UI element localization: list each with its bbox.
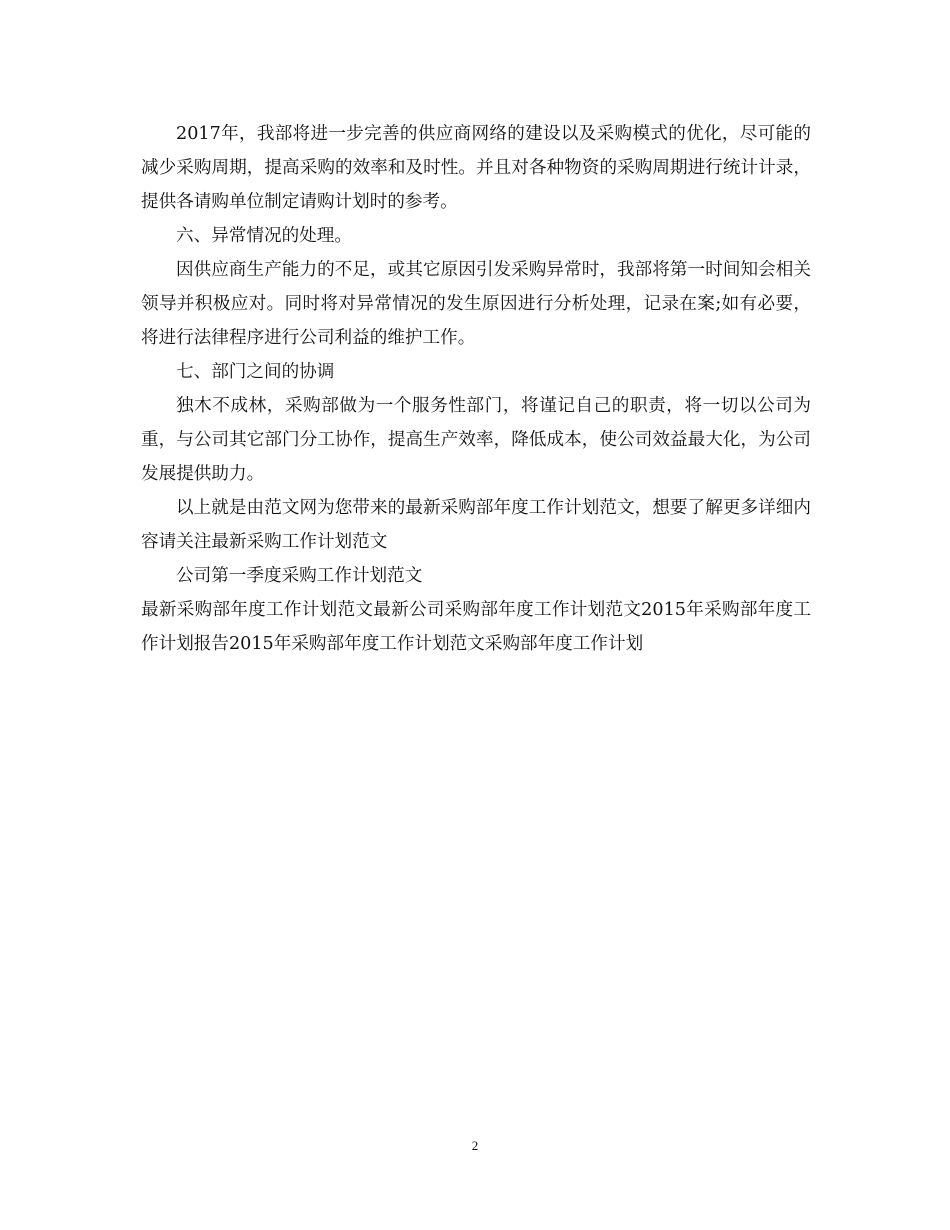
paragraph-exception-handling: 因供应商生产能力的不足，或其它原因引发采购异常时，我部将第一时间知会相关领导并积极应对。同时将对异常情况的发生原因进行分析处理，记录在案;如有必要，将进行法律程序进行公司利益的维护工作。	[141, 260, 811, 348]
paragraph-procurement-cycle: 2017年，我部将进一步完善的供应商网络的建设以及采购模式的优化，尽可能的减少采购周期，提高采购的效率和及时性。并且对各种物资的采购周期进行统计计录，提供各请购单位制定请购计划时的参考。	[141, 124, 811, 212]
paragraph-coordination: 独木不成林，采购部做为一个服务性部门，将谨记自己的职责，将一切以公司为重，与公司其它部门分工协作，提高生产效率，降低成本，使公司效益最大化，为公司发展提供助力。	[141, 396, 811, 484]
related-articles-list: 最新采购部年度工作计划范文最新公司采购部年度工作计划范文2015年采购部年度工作计划报告2015年采购部年度工作计划范文采购部年度工作计划	[141, 600, 811, 654]
section-heading-coordination: 七、部门之间的协调	[176, 362, 335, 382]
page-number: 2	[471, 1138, 479, 1153]
document-body	[141, 117, 811, 661]
related-article-title: 公司第一季度采购工作计划范文	[176, 566, 423, 586]
paragraph-closing-note: 以上就是由范文网为您带来的最新采购部年度工作计划范文，想要了解更多详细内容请关注最新采购工作计划范文	[141, 498, 811, 552]
section-heading-exceptions: 六、异常情况的处理。	[176, 226, 352, 246]
